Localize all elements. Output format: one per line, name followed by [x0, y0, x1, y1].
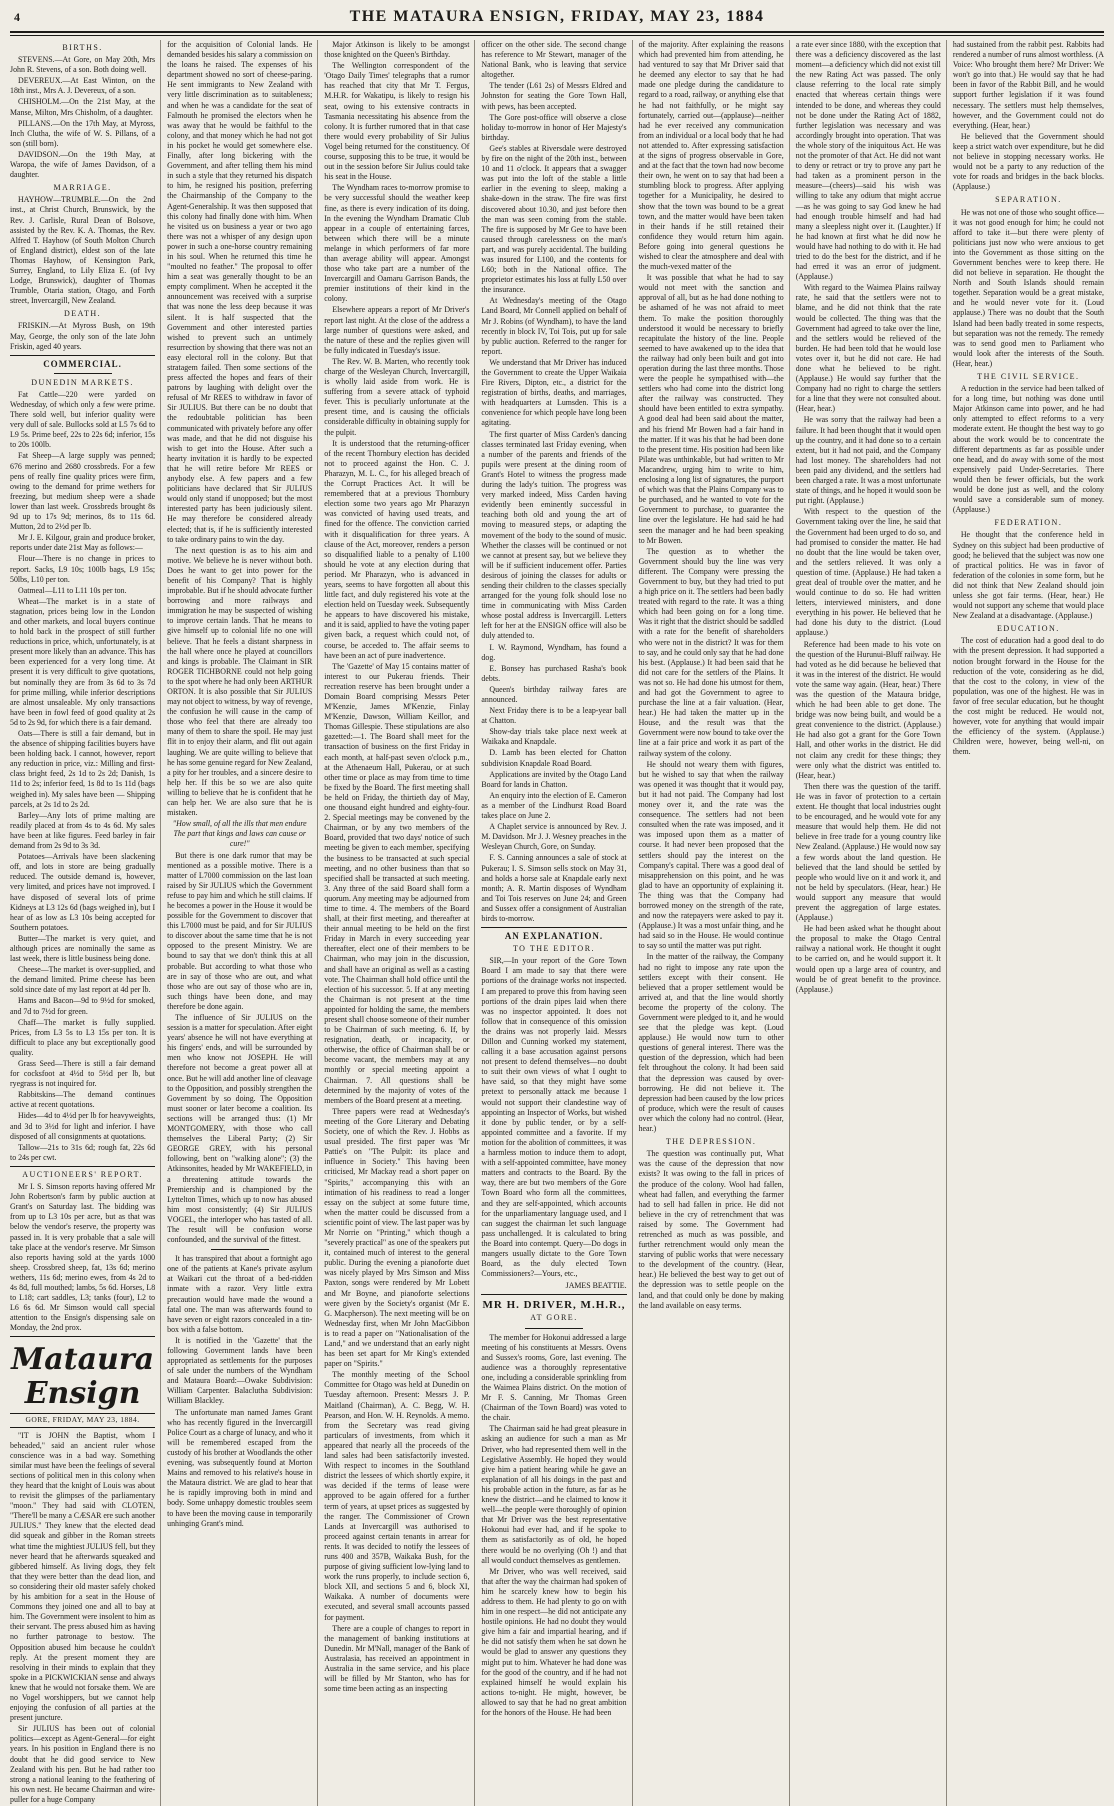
death-heading: DEATH. [63, 309, 102, 319]
report-paragraph: The cost of education had a good deal to do with the present depression. It had supported a notion brought forward in the House for the reduction of the vote, considering as he did, that the cost to the colony, in view of the population, was one of the highest. He was in favor of free secular education, but he thought the cost might be reduced. He would not, however, vote for anything that would impair the efficiency of the system. (Applause.) Children were, however, being well-ni, on them. [952, 636, 1104, 757]
news-item: Major Atkinson is likely to be amongst those knighted on the Queen's Birthday. [324, 40, 470, 60]
market-report: Flour—There is no change in prices to report. Sacks, L9 10s; 100lb bags, L9 15s; 50lbs, L10 per ton. [10, 554, 156, 584]
news-item: The Rev. W. B. Marten, who recently took charge of the Wesleyan Church, Invercargill, is wholly laid aside from work. He is suffering from a severe attack of typhoid fever. This is peculiarly unfortunate at the present time, and is causing the officials considerable difficulty in obtaining supply for the pulpit. [324, 356, 470, 437]
report-paragraph: With respect to the question of the Government taking over the line, he said that the Government had been urged to do so, and had promised to consider the matter. He had no doubt that the line would be taken over, and the settlers relieved. It was only a question of time. (Applause.) He had taken a great deal of trouble over the matter, and he would continue to do so. He had written letters, interviewed ministers, and done everything in his power. He believed that he had done his duty to the district. (Loud applause.) [795, 507, 941, 638]
report-paragraph: Reference had been made to his vote on the question of the Hurunui-Bluff railway. He had voted as he did because he believed that it was in the interest of the district. He would vote the same way again. (Hear, hear.) There was the question of the Mataura bridge, which he had been able to get done. The bridge was now being built, and would be a great convenience to the district. (Applause.) He had also got a grant for the Gore Town Hall, and other works in the district. He did not claim any credit for these things; they were only what the district was entitled to. (Hear, hear.) [795, 639, 941, 780]
news-item: There are a couple of changes to report in the management of banking institutions at Dunedin. Mr M'Nall, manager of the Bank of Australasia, has received an appointment in Australia in the same service, and his place will be filled by Mr Stanton, who has for some time been acting as an inspecting [324, 1623, 470, 1694]
divider [54, 373, 112, 374]
explanation-heading: AN EXPLANATION. [504, 931, 604, 942]
death-notice: FRISKIN.—At Myross Bush, on 19th May, George, the only son of the late John Friskin, aged 40 years. [10, 321, 156, 351]
column-5 [639, 40, 790, 1806]
leader-paragraph: But there is one dark rumor that may be mentioned as a possible motive. There is a matter of L7000 commission on the last loan raised by Sir JULIUS which the Government refuse to pay him and which he still claims. If he becomes a power in the House it would be possible for the Government to discover that this L7000 must be paid, and for Sir JULIUS to discover about the same time that he is not opposed to the present Ministry. We are bound to say that we don't think this at all probable. But according to what those who are in say of those who are out, and what those who are out say of those who are in, such things have been done, and may therefore be done again. [167, 850, 313, 1011]
news-item: Show-day trials take place next week at Waikaka and Knapdale. [481, 727, 627, 747]
masthead-title: THE MATAURA ENSIGN, FRIDAY, MAY 23, 1884 [349, 8, 765, 25]
report-paragraph: a rate ever since 1880, with the exception that there was a deficiency discovered as the last moment—a deficiency which did not exist till the new Rating Act was passed. The only clause referring to the local rate simply enacted that whereas certain things were intended to be done, and whereas they could not be done under the Rating Act of 1882, further legislation was necessary and was accordingly brought into operation. That was the whole story of the iniquitous Act. He was not the promoter of that Act. He did not want to deny or retract or try to prove any part he had taken as a prominent person in the measure—(cheers)—said his wish was willing to take any odium that might accrue—as he was going to say God knew he had had enough trouble himself and had had many a sleepless night over it. (Laughter.) If he had known at first what he did now he would have had nothing to do with it. He had tried to do the best for the district, and if he had erred it was an error of judgment. (Applause.) [795, 40, 941, 282]
news-item: The first quarter of Miss Carden's dancing classes terminated last Friday evening, when a number of the parents and friends of the pupils were present at the dining room of Grant's Hotel to witness the progress made during the lady's tuition. The progress was very marked indeed, Miss Carden having evidently been eminently successful in teaching both old and young the art of moving to measured steps, or adapting the movement of the body to the sound of music. Whether the classes will be continued or not we cannot at present say, but we believe they will be if sufficient inducement offer. Parties desirous of joining the classes for adults or sending their children to the classes specially arranged for the young folk should lose no time in communicating with Miss Carden whose postal address is Invercargill. Letters left for her at the ENSIGN office will also be duly attended to. [481, 429, 627, 641]
driver-subheading: AT GORE. [530, 1313, 578, 1323]
report-paragraph: The member for Hokonui addressed a large meeting of his constituents at Messrs. Ovens and Sussex's rooms, Gore, last evening. The audience was a thoroughly representative one, including a considerable sprinkling from the Waimea Plains district. On the motion of Mr F. S. Canning, Mr Thomas Green (Chairman of the Town Board) was voted to the chair. [481, 1332, 627, 1423]
news-item: It is notified in the 'Gazette' that the following Government lands have been appropriated as settlements for the purposes of sale under the numbers of the Wyndham and Mataura Board:—Owake Subdivision: William Carpenter. Balaclutha Subdivision: William Blackley. [167, 1335, 313, 1406]
leader-paragraph: "IT is JOHN the Baptist, whom I beheaded," said an ancient ruler whose conscience was in a bad way. Something similar must have been the feelings of several sections of political men in this colony when they heard that the knight of Louis was about to revisit the glimpses of the parliamentary "moon." They had said with CLOTEN, "There'll be many a CÆSAR ere such another JULIUS." They knew that the elected dead did squeak and gibber in the Roman streets what time the mightiest JULIUS fell, but they never heard that he afterwards squeaked and gibbered himself. As living dogs, they felt that they were better than the dead lion, and so considering their old master safely choked by his ambition for a seat in the House of Commons they joined one and all to bay at him. The Government were insolent to him as their servant. The press abused him as having no further patronage to bestow. The Opposition abused him because he couldn't reply. At the present moment they are resolving in their minds to explain that they spoke in a PICKWICKIAN sense and always knew that he would not forsake them. We are no Vogel worshippers, but we cannot help enjoying the confusion of all parties at the present juncture. [10, 1430, 156, 1723]
news-item: D. Lamb has been elected for Chatton subdivision Knapdale Road Board. [481, 748, 627, 768]
leader-paragraph: The next question is as to his aim and motive. We believe he is never without both. Does he want to get into power for the benefit of his Company? That is highly improbable. But if he should advocate further borrowing and more railways and immigration he may be suspected of wishing to improve certain lands. That he means to give himself up to colonial life no one will believe. That he feels a distant sharpness in the hall where once he played at councillors and kings is probable. The Claimant in SIR ROGER TICHBORNE could not help going to the spot where he had only been ARTHUR ORTON. It is also possible that Sir JULIUS may not object to witness, by way of revenge, the confusion he will cause in the camp of those who feel that there are already too many of them to share the spoil. He may just flit in to enjoy their alarm, and flit out again laughing. We are quite willing to believe that he has some genuine regard for New Zealand, a pity for her troubles, and a sincere desire to help her. If this be so we are also quite willing to believe that he is confident that he can help her. We are also sure that he is mistaken. [167, 545, 313, 818]
civil-service-heading: THE CIVIL SERVICE. [977, 372, 1080, 381]
marriage-notice: HAYHOW—TRUMBLE.—On the 2nd inst., at Christ Church, Brunswick, by the Rev. J. Carlisle, Rural Dean of Bolsove, assisted by the Rev. K. A. Thomas, the Rev. Alfred T. Hayhow (of South Molton Church of England district), eldest son of the late Thomas Hayhow, of Kensington Park, Surrey, England, to Lily Eliza E. (of Ivy Lodge, Brunswick), daughter of Thomas Trumble, Otaria station, Otago, and Forth street, Invercargill, New Zealand. [10, 195, 156, 306]
divider [525, 1328, 583, 1329]
quotation: "How small, of all the ills that men endure The part that kings and laws can cause or cure!" [172, 819, 307, 849]
birth-notice: DAVIDSON.—On the 19th May, at Waropa, the wife of James Davidson, of a daughter. [10, 149, 156, 180]
divider [481, 1294, 626, 1295]
education-heading: EDUCATION. [997, 624, 1060, 634]
federation-heading: FEDERATION. [994, 518, 1063, 528]
news-item: The Wyndham races to-morrow promise to be very successful should the weather keep fine, as there is every indication of its doing. In the evening the Wyndham Dramatic Club appear in a couple of entertaining farces, between which there will be a minute melange in which performers of far more than average ability will appear. Amongst those who take part are a number of the Invercargill and Oamaru Garrison Bands, the premier institutions of their kind in the colony. [324, 183, 470, 304]
news-item: F. S. Canning announces a sale of stock at Pukerau; I. S. Simson sells stock on May 31, and holds a horse sale at Knapdale early next month; A. R. Martin disposes of Wyndham and Toi Tois reserves on June 24; and Green and Sussex offer a consignment of Australian birds to-morrow. [481, 853, 627, 923]
birth-notice: DEVEREUX.—At East Winton, on the 18th inst., Mrs A. J. Devereux, of a son. [10, 76, 156, 96]
news-item: Gee's stables at Riversdale were destroyed by fire on the night of the 20th inst., between 10 and 11 o'clock. It appears that a swagger was put into the loft of the stable a little earlier in the evening to sleep, making a shake-down in the straw. The fire was first discovered about 10.30, and just before then the man was seen coming from the stable. The fire is supposed by Mr Gee to have been caused through carelessness on the man's part, and was purely accidental. The building was insured for L100, and the contents for L60; both in the National office. The proprietor estimates his loss at fully L50 over the insurance. [481, 143, 627, 295]
marriage-heading: MARRIAGE. [53, 183, 112, 193]
market-report: Rabbitskins—The demand continues active at recent quotations. [10, 1090, 156, 1110]
column-4 [481, 40, 632, 1806]
divider [10, 1336, 155, 1337]
news-item: We understand that Mr Driver has induced the Government to create the Upper Waikaia Fire Rivers, Dipton, etc., a district for the registration of births, deaths, and marriages, with headquarters at Lumsden. This is a convenience for which people have long been agitating. [481, 357, 627, 428]
mataura-ensign-logo: Mataura Ensign [11, 1342, 155, 1412]
news-item: The monthly meeting of the School Committee for Otago was held at Dunedin on Tuesday afternoon. Present: Messrs J. P. Maitland (Chairman), A. C. Begg, W. H. Pearson, and Hon. W. H. Reynolds. A memo. from the Secretary was read giving particulars of investments, from which it appeared that nearly all the proceeds of the land sales had been satisfactorily invested. With respect to incomes in the Southland district the lessees of which shortly expire, it was decided if the terms of lease were approved to be again offered for a further term of years, at upset prices as suggested by the ranger. The Commissioner of Crown Lands at Invercargill was authorised to proceed against certain tenants in arrear for rents. It was decided to notify the lessees of runs 400 and 357B, Waikaka Bush, for the purpose of giving sufficient low-lying land to work the runs properly, to include section 6, block XII, and sections 5 and 6, block XI, Waikaka. A number of documents were executed, and several small accounts passed for payment. [324, 1370, 470, 1622]
news-item: Three papers were read at Wednesday's meeting of the Gore Literary and Debating Society, one of which the Rev. J. Hobbs as usual presided. The first paper was 'Mr Pattie's on "The Pulpit: its place and influence in Society." This having been criticised, Mr Mackay read a short paper on "Spirits," accompanying this with an intimation of his readiness to read a longer essay on the subject at some future time, when the matter could be discussed from a scientific point of view. The last paper was by Mr Norrie on "Printing," which though a "severely practical" as one of the speakers put it, contained much of interest to the general public. During the evening a pianoforte duet was nicely played by Mrs Simson and Miss Paxton, songs were rendered by Mr Lobett and Mr Boyne, and pianoforte selections were given by the Society's organist (Mr E. G. Macpherson). The next meeting will be on Wednesday first, when Mr John MacGibbon is to read a paper on "Nationalisation of the Land," and we understand that an early night has been set apart for Mr King's extended paper on "Spirits." [324, 1106, 470, 1369]
market-report: Potatoes—Arrivals have been slackening off, and lots in store are being gradually reduced. The outside demand is, however, very limited, and prices have not improved. I have disposed of several lots of prime Kidneys at L3 12s 6d (bags weighed in), but I hear of as low as L3 10s being accepted for Southern potatoes. [10, 852, 156, 932]
market-report: Oatmeal—L11 to L11 10s per ton. [18, 585, 127, 595]
report-paragraph: He was not one of those who sought office—it was not good enough for him; he could not afford to take it—but there were plenty of politicians just now who were anxious to get into the Government as those sitting on the Government benches were to keep there. He did not believe in separation. He thought the North and South Islands should remain together. Separation would be a great mistake, and he would never vote for it. (Loud applause.) There was no doubt that the South Island had been badly treated in some respects, but separation was not the remedy. The remedy was to send good men to Parliament who would look after the interests of the South. (Hear, hear.) [952, 207, 1104, 368]
leader-paragraph: Sir JULIUS has been out of colonial politics—except as Agent-General—for eight years. In his position in England there is no doubt that he did good service to New Zealand with his pen. But he had rather too strong a national leaning to the feathering of his own nest. He became Chairman and wire-puller for a huge Company [10, 1724, 156, 1804]
report-paragraph: The question was continually put, What was the cause of the depression that now exists? It was owing to the fall in prices of the produce of the colony. Wool had fallen, wheat had fallen, and everything the farmer had to sell had fallen in price. He did not believe in the cry of retrenchment that was raised by some. The Government had retrenched as much as was possible, and further retrenchment would only mean the starving of public works that were necessary to the development of the country. (Hear, hear.) He believed the best way to get out of the depression was to settle people on the land, and that could only be done by making the land available on easy terms. [638, 1149, 784, 1310]
to-editor-heading: TO THE EDITOR. [512, 944, 596, 954]
divider [211, 1249, 269, 1250]
news-item: At Wednesday's meeting of the Otago Land Board, Mr Connell applied on behalf of Mr J. Robins (of Wyndham), to have the land recently in block IV, Toi Tois, put up for sale by public auction. Referred to the ranger for report. [481, 296, 627, 356]
news-item: The 'Gazette' of May 15 contains matter of interest to our Pukerau friends. Their recreation reserve has been brought under a Domain Board comprising Messrs Peter M'Kenzie, James M'Kenzie, Finlay M'Kenzie, Dawson, William Keillor, and Thomas Gillespie. These stipulations are also gazetted:—1. The Board shall meet for the transaction of business on the first Friday in each month, at half-past seven o'clock p.m., at the Athenaeum Hall, Pukerau, or at such other time or place as may from time to time be fixed by the Board. The first meeting shall be held on Friday, the thirtieth day of May, one thousand eight hundred and eighty-four. 2. Special meetings may be convened by the Chairman, or by any two members of the Board, provided that two days' notice of such meeting be given to each member, specifying the business to be transacted at such special meeting, and no other business than that so specified shall be transacted at such meeting. 3. Any three of the said Board shall form a quorum. Any meeting may be adjourned from time to time. 4. The members of the Board shall, at their first meeting, and thereafter at their annual meeting to be held on the first Friday in March in every succeeding year thereafter, elect one of their members to be Chairman, who may join in the discussion, and shall have an original as well as a casting vote. The Chairman shall hold office until the election of his successor. 5. If at any meeting the Chairman is not present at the time appointed for holding the same, the members present shall choose someone of their number to be Chairman of such meeting. 6. If, by resignation, death, or incapacity, or otherwise, the office of Chairman shall be or become vacant, the members may at any monthly or special meeting appoint a Chairman. 7. All questions shall be determined by the majority of votes of the members of the Board present at a meeting. [324, 661, 470, 1105]
column-2 [167, 40, 318, 1806]
birth-notice: CHISHOLM.—On the 21st May, at the Manse, Milton, Mrs Chisholm, of a daughter. [10, 97, 156, 117]
report-paragraph: It was possible that what he had to say would not meet with the sanction and approval of all, but as he had done nothing to be ashamed of he was not afraid to meet them. To make the position thoroughly understood it would be necessary to briefly recapitulate the history of the line. People seemed to have awakened up to the idea that the railway had only been built and got into operation during the last three months. Those were the people he sympathised with—the settlers who had come into the district long after the railway was constructed. They should have been entitled to extra sympathy. A good deal had been said about the matter, and his friend Mr Bowen had a fair hand in the matter. If it was his that he had been done to the present time. His position had been like Pilate was unthinkable, but had written to Mr Macandrew, urging him to write to him, enclosing a long list of signatures, the purport of which was that the Plains Company was to be purchased, and he wanted to vote for the Government to purchase, to guarantee the line over the legislature. He had said he had seen the manager and he had been speaking to Mr Bowen. [638, 273, 784, 545]
driver-heading: MR H. DRIVER, M.H.R., [482, 1299, 626, 1312]
news-item: The tender (L61 2s) of Messrs Eldred and Johnston for seating the Gore Town Hall, with pews, has been accepted. [481, 81, 627, 111]
market-report: Hams and Bacon—9d to 9½d for smoked, and 7d to 7½d for green. [10, 996, 156, 1016]
market-report: Mr J. E. Kilgour, grain and produce broker, reports under date 21st May as follows:— [10, 533, 156, 553]
auctioneers-report: Mr I. S. Simson reports having offered Mr John Robertson's farm by public auction at Grant's on Saturday last. The bidding was from up to L3 10s per acre, but as that was below the vendor's reserve, the property was passed in. It is very probable that a sale will take place at the vendor's reserve. Mr Simson also reports having sold at the yards 1000 sheep. Crossbred sheep, fat, 13s 6d; merino wethers, 11s 6d; merino ewes, from 4s 2d to 4s 8d, full mouthed; lambs, 5s 6d. Horses, L8 to L18; cart saddles, L3; tanks (four), L2 to L6 6s 6d. Mr Simson would call special attention to the Ensign's dispensing sale on Monday, the 2nd prox. [10, 1182, 156, 1333]
news-item: A Chaplet service is announced by Rev. J. M. Davidson. Mr J. J. Wesney preaches in the Wesleyan Church, Gore, on Sunday. [481, 822, 627, 852]
news-item: The Gore post-office will observe a close holiday to-morrow in honor of Her Majesty's birthday. [481, 112, 627, 142]
leader-paragraph: The influence of Sir JULIUS on the session is a matter for speculation. After eight years' absence he will not have everything at his fingers' ends, and will be surrounded by men who know not JOSEPH. He will therefore not become a great power all at once. But he will add another line of cleavage to the Opposition, and possibly strengthen the Government by so doing. The Opposition must sooner or later become a coalition. Its sections will be arranged thus: (1) Mr MONTGOMERY, with those who call themselves the Liberal Party; (2) Sir GEORGE GREY, with his personal following, bent on "walking alone"; (3) the Atkinsonites, headed by Mr WAKEFIELD, in a threatening attitude towards the Premiership and is championed by the Lyttelton Times, which up to now has abused him most consistently; (4) Sir JULIUS VOGEL, the interloper who has tasted of all. The result will be confusion worse confounded, and the survival of the fittest. [167, 1013, 313, 1245]
page-number: 4 [14, 10, 20, 24]
letter-body: SIR,—In your report of the Gore Town Board I am made to say that there were portions of the drainage works not inspected. I am prepared to prove this from having seen portions of the drain pipes laid when there was no inspector appointed. It does not follow that in consequence of this omission the drains was not properly laid. Messrs Dillon and Cunning worked my statement, calling it a base accusation against persons not present to defend themselves—no doubt to suit their own views of what I ought to have said, so that they might have some pretext to personally attack me because I would not support their clandestine way of appointing an Inspector of Works, but wished it done by public tender, or by a self-appointed committee and a favorite. If my motion for the abolition of committees, it was a harmless motion to induce them to adopt, with a self-appointed committee, have money matters and contracts to the Board. By the way, there are but two members of the Gore Town Board who form all the committees, and they are self-appointed, which accounts for the unparliamentary language used, and I can suggest the chairman let such language pass unchallenged. It is calculated to bring the Board into contempt. Query—Do dogs in mangers usually dictate to the Gore Town Board, as the duly elected Town Commissioners?—Yours, etc., [481, 956, 627, 1279]
markets-heading: DUNEDIN MARKETS. [31, 377, 134, 387]
market-report: Fat Cattle—220 were yarded on Wednesday, of which only a few were prime. There sold well, but inferior quality were very dull of sale. Bullocks sold at L5 7s 6d to L9 5s. Prime beef, 22s to 22s 6d; inferior, 15s to 20s 100lb. [10, 389, 156, 450]
report-paragraph: He should not weary them with figures, but he wished to say that when the railway was opened it was thought that it would pay, but it had not paid. The Company had lost money over it, and the rate was the consequence. The settlers had not been consulted when the rate was imposed, and it was imposed upon them as a matter of course. It had never been proposed that the settlers should pay the interest on the Company's capital. There was a good deal of misapprehension on this point, and he was glad to have an opportunity of explaining it. The thing was that the Company had borrowed money on the strength of the rate, and now the ratepayers were asked to pay it. (Applause.) It was a most unfair thing, and he had said so in the House. He would continue to say so until the matter was put right. [638, 759, 784, 951]
report-paragraph: He believed that the Government should keep a strict watch over expenditure, but he did not believe in stopping necessary works. He would not be a party to any reduction of the vote for roads and bridges in the back blocks. (Applause.) [952, 131, 1104, 192]
dateline: GORE, FRIDAY, MAY 23, 1884. [10, 1413, 155, 1427]
report-paragraph: Then there was the question of the tariff. He was in favor of protection to a certain extent. He thought that local industries ought to be encouraged, and he would vote for any measure that would help them. He did not believe in free trade for a young country like New Zealand. (Applause.) He would now say a few words about the land question. He believed that the land should be settled by people who would live on it and work it, and not be held by speculators. (Hear, hear.) He would support any measure that would prevent the aggregation of large estates. (Applause.) [795, 781, 941, 923]
news-item: The Wellington correspondent of the 'Otago Daily Times' telegraphs that a rumor has reached that city that Mr T. Fergus, M.H.R. for Wakatipu, is likely to resign his seat, owing to his extensive contracts in Tasmania necessitating his absence from the colony. It is further rumored that in that case there would every probability of Sir Julius Vogel being returned for the constituency. Of course, supposing this to be true, it would be out in the session before Sir Julius could take his seat in the House. [324, 61, 470, 182]
market-report: Barley—Any lots of prime malting are readily placed at from 4s to 4s 6d. My sales have been at like figures. Feed barley in fair demand from 2s 9d to 3s 3d. [10, 810, 156, 851]
report-paragraph: He thought that the conference held in Sydney on this subject had been productive of good; he believed that the subject was now one of practical politics. He was in favor of federation of the colonies in some form, but he did not think that New Zealand should join unless she got fair terms. (Hear, hear.) He would not support any scheme that would place New Zealand at a disadvantage. (Applause.) [952, 530, 1104, 621]
column-7 [953, 40, 1104, 1806]
report-paragraph: of the majority. After explaining the reasons which had prevented him from attending, he had ventured to say that Mr Driver said that he deemed any elector to say that he had made one pledge during the candidature to regard to a road, railway, or anything else that he had not faithfully, or he might say fortunately, carried out—(applause)—neither had he ever received any communication from an individual or a local body that he had not attended to. After expressing satisfaction at the signs of progress observable in Gore, and at the fact that the town had now become their own, he went on to say that had been a stumbling block to progress. After applying together for a Municipality, he desired to show that the town was bound to be a great town, and the matter would have been taken in their hands if he still retained their confidence they would return him again. Before going into general questions he wished to clear the atmosphere and deal with the much-vexed matter of the [638, 40, 784, 272]
news-item: Next Friday there is to be a leap-year ball at Chatton. [481, 706, 627, 726]
letter-signature: JAMES BEATTIE. [565, 1281, 627, 1291]
market-report: Fat Sheep—A large supply was penned; 676 merino and 2680 crossbreds. For a few pens of really fine quality prices were firm, owing to the demand for prime wethers for freezing, but medium sheep were a shade lower than last week. Crossbreds brought 8s 9d up to 17s 9d; merinos, 8s to 11s 6d. Mutton, 2d to 2½d per lb. [10, 451, 156, 532]
report-paragraph: had sustained from the rabbit pest. Rabbits had rendered a number of runs almost worthless. (A Voice: Who brought them here? Mr Driver: We won't go into that.) He would say that he had been in favor of the Rabbit Bill, and he would support further legislation if it was found necessary. The settlers must help themselves, however, and the Government could not do everything. (Hear, hear.) [952, 40, 1104, 130]
divider [10, 1166, 155, 1167]
market-report: Wheat—The market is in a state of stagnation, prices being low in the London and other markets, and local buyers continue to hold back in the prospect of still further reductions in price, which, unfortunately, is at present more likely than an advance. This has been experienced for a very long time. At present it is very difficult to give quotations, but nominally they are from 3s 6d to 3s 7d for prime milling, while inferior descriptions are almost unsaleable. My only transactions have been in fowl feed of good quality at 2s 5d to 2s 9d, for which there is a fair demand. [10, 596, 156, 727]
birth-notice: PILLANS.—On the 17th May, at Myross, Inch Clutha, the wife of W. S. Pillans, of a son (still born). [10, 118, 156, 148]
report-paragraph: He had been asked what he thought about the proposal to make the Otago Central railway a national work. He thought it ought to be carried on, and he would support it. It would open up a large area of country, and would be of great benefit to the province. (Applause.) [795, 924, 941, 994]
news-item: It has transpired that about a fortnight ago one of the patients at Kane's private asylum at Waikari cut the throat of a bed-ridden inmate with a razor. Very little extra precaution would have made the wound a fatal one. The man was afterwards found to have seven or eight razors concealed in a tin-box with a false bottom. [167, 1254, 313, 1334]
news-item: I. W. Raymond, Wyndham, has found a dog. [481, 642, 627, 662]
news-item: It is understood that the returning-officer of the recent Thornbury election has decided not to proceed against the Hon. C. J. Pharazyn, M. L. C., for his alleged breach of the Corrupt Practices Act. It will be remembered that at a previous Thornbury election some two years ago Mr Pharazyn was convicted of having used treats, and fined for the offence. The conviction carried with it disqualification for three years. A clause of the Act, moreover, renders a person so disqualified liable to a penalty of L100 should he vote at any election during that period. Mr Pharazyn, who is advanced in years, seems to have forgotten all about this little fact, and duly registered his vote at the election held on Tuesday week. Subsequently he appears to have discovered his mistake, and it is said, applied to have the voting paper given back, a request which could not, of course, be acceded to. The affair seems to have been an act of pure inadvertence. [324, 438, 470, 660]
market-report: Grass Seed—There is still a fair demand for cocksfoot at 4½d to 5½d per lb, but ryegrass is not inquired for. [10, 1059, 156, 1089]
masthead-rule [10, 35, 1104, 36]
depression-heading: THE DEPRESSION. [665, 1137, 757, 1147]
market-report: Butter—The market is very quiet, and although prices are nominally the same as last week, there is little business being done. [10, 933, 156, 964]
news-item: officer on the other side. The second change has reference to Mr Stewart, manager of the National Bank, who is leaving that service altogether. [481, 40, 627, 80]
births-heading: BIRTHS. [62, 43, 103, 52]
column-6 [796, 40, 947, 1806]
divider [481, 927, 626, 928]
report-paragraph: A reduction in the service had been talked of for a long time, but nothing was done until Major Atkinson came into power, and he had only attempted to effect reforms to a very moderate extent. He thought the best way to go about the work would be to concentrate the different departments as far as possible under one head, and do away with some of the most expensively paid Under-Secretaries. There would then be fewer officials, but the work would be done just as well, and the colony would save a considerable sum of money. (Applause.) [952, 384, 1104, 515]
masthead [10, 8, 1104, 33]
divider [10, 355, 155, 356]
report-paragraph: The Chairman said he had great pleasure in asking an audience for such a man as Mr Driver, who had represented them well in the Legislative Assembly. He hoped they would give him a patient hearing while he gave an explanation of all his doings in the past and his probable action in the future, as far as he knew the district—and he claimed to know it well—the people were thoroughly of opinion that Mr Driver was the best representative Hokonui had ever had, and if he spoke to them as satisfactorily as of old, he hoped there would be no overlying (Oh !) and that all would conduct themselves as gentlemen. [481, 1424, 627, 1565]
column-1 [10, 40, 161, 1806]
news-item: Applications are invited by the Otago Land Board for lands in Chatton. [481, 769, 627, 789]
report-paragraph: With regard to the Waimea Plains railway rate, he said that the settlers were not to blame, and he did not think that the rate would be collected. The thing was that the Government had agreed to take over the line, and the settlers would be relieved of the burden. He had been told that he would lose votes over it, but he did not care. He had done what he believed to be right. (Applause.) He would say further that the Company had no right to charge the settlers for a line that they were not consulted about. (Hear, hear.) [795, 283, 941, 414]
news-item: An enquiry into the election of E. Cameron as a member of the Lindhurst Road Board takes place on June 2. [481, 790, 627, 821]
news-item: The unfortunate man named James Grant who has recently figured in the Invercargill Police Court as a charge of lunacy, and who it will be remembered escaped from the custody of his brother at Woodlands the other evening, was subsequently found at Morton Mains and removed to his relative's house in the Mataura district. We are glad to hear that he is rapidly improving both in mind and body. Some unhappy domestic troubles seem to have been the moving cause in temporarily unhinging Grant's mind. [167, 1407, 313, 1528]
birth-notice: STEVENS.—At Gore, on May 20th, Mrs John R. Stevens, of a son. Both doing well. [10, 55, 156, 75]
report-paragraph: In the matter of the railway, the Company had no right to impose any rate upon the settlers except with their consent. He believed that a proper settlement would be arrived at, and that the line would shortly become the property of the colony. The Government were pledged to it, and he would see that the pledge was kept. (Loud applause.) He would now turn to other questions of general interest. There was the question of the depression, which had been felt throughout the colony. It had been said that the depression was caused by over-borrowing. He did not believe it. The depression had been caused by the low prices of produce, which were the result of causes over which the colony had no control. (Hear, hear.) [638, 952, 784, 1134]
separation-heading: SEPARATION. [995, 195, 1062, 205]
auctioneers-heading: AUCTIONEERS' REPORT. [22, 1169, 143, 1179]
columns [10, 40, 1104, 1804]
report-paragraph: He was sorry that the railway had been a failure. It had been thought that it would open up the country, and it had done so to a certain extent, but it had not paid, and the Company had lost money. The shareholders had not been paid any dividend, and the settlers had been charged a rate. It was a most unfortunate state of things, and he hoped it would soon be put right. (Applause.) [795, 415, 941, 506]
market-report: Hides—4d to 4½d per lb for heavyweights, and 3d to 3½d for light and inferior. I have disposed of all consignments at quotations. [10, 1111, 156, 1141]
leader-paragraph: for the acquisition of Colonial lands. He demanded besides his salary a commission on the loans he raised. The expenses of his department showed no sort of cheese-paring. He sent immigrants to New Zealand with very little discrimination as to suitableness; and when he was a candidate for the seat of Falmouth he promised the electors when he was away that he would be faithful to the colony, and that money which he had not got in his pocket he would get somewhere else. Finally, after long bickering with the Government, and after telling them his mind in such a style that they returned his dispatch to him, he resigned his position, preferring the Chairmanship of the Company to the Agent-Generalship. It was then supposed that this colony had finally done with him. When he visited us on business a year or two ago there was not a whisper of any design upon power in such a one-horse country remaining in his soul. When he returned this time he "moulted no feather." The proposal to offer him a seat was generally thought to be an empty compliment. When he accepted it the announcement was received with a surprise that was none the less deep because it was silent. It is half suspected that the Government and other interested parties wished to prevent such an untimely resurrection by showing that there was not an easy electoral roll in the colony. But that stratagem failed. Then some sections of the press affected the hopes and fears of their patrons by laughing with delight over the refusal of Mr REES to withdraw in favor of Sir JULIUS. But there can be no doubt that the redoubtable politician has been communicated with privately before any offer was made, and that he did not disguise his wish to get into the House. After such a hearty invitation it is hardly to be expected that he will retire before Mr REES or anybody else. A few papers and a few politicians have declared that Sir JULIUS would only stand if unopposed; but the most interested party has been judiciously silent. He may therefore be considered already elected; that is, if he is sufficiently interested to take ordinary pains to win the day. [167, 40, 313, 544]
market-report: Oats—There is still a fair demand, but in the absence of shipping facilities buyers have been holding back. I cannot, however, report any reduction in price, viz.: Milling and first-class bright feed, 2s 1d to 2s 2d; Danish, 1s 11d to 2s; inferior feed, 1s 8d to 1s 11d (bags weighed in). My sales have been — Shipping parcels, at 2s 1d to 2s 2d. [10, 729, 156, 809]
market-report: Tallow—21s to 31s 6d; rough fat, 22s 6d to 24s per cwt. [10, 1142, 156, 1162]
column-3 [324, 40, 475, 1806]
commercial-heading: COMMERCIAL. [43, 358, 122, 369]
market-report: Cheese—The market is over-supplied, and the demand limited. Prime cheese has been sold since date of my last report at 4d per lb. [10, 965, 156, 995]
news-item: Elsewhere appears a report of Mr Driver's report last night. At the close of the address a large number of questions were asked, and the nature of these and the replies given will be fully indicated in Tuesday's issue. [324, 305, 470, 355]
report-paragraph: The question as to whether the Government should buy the line was very different. The Company were pressing the Government to buy, but they had tried to put a high price on it. The settlers had been badly treated with regard to the rate. It was a thing which had been going on for a long time. Was it right that the district should be saddled with a rate for the benefit of shareholders who were not in the district? It was for them to say, and he could only say that he had done his best. (Applause.) It had been said that he did not care for the settlers of the Plains. It was not so. He had done his utmost for them, and had got the Government to agree to purchase the line at a fair valuation. (Hear, hear.) He had taken the matter up in the House, and the result was that the Government were now bound to take over the line at a fair price and work it as part of the railway system of the colony. [638, 546, 784, 758]
report-paragraph: Mr Driver, who was well received, said that after the way the chairman had spoken of him he scarcely knew how to begin his address to them. He had plenty to go on with him in one respect—he did not anticipate any hostile opinions. He had no doubt they would give him a fair and impartial hearing, and if he did not satisfy them when he sat down he would be glad to answer any questions they might put to him. Whatever he had done was for the good of the country, and if he had not explained himself he would explain his actions to-night. He might, however, be allowed to say that he had no great ambition for the honors of the House. He had been [481, 1566, 627, 1717]
news-item: E. Bonsey has purchased Rasha's book debts. [481, 663, 627, 683]
market-report: Chaff—The market is fully supplied. Prices, from L3 5s to L3 15s per ton. It is difficult to place any but exceptionally good quality. [10, 1017, 156, 1057]
news-item: Queen's birthday railway fares are announced. [481, 684, 627, 704]
